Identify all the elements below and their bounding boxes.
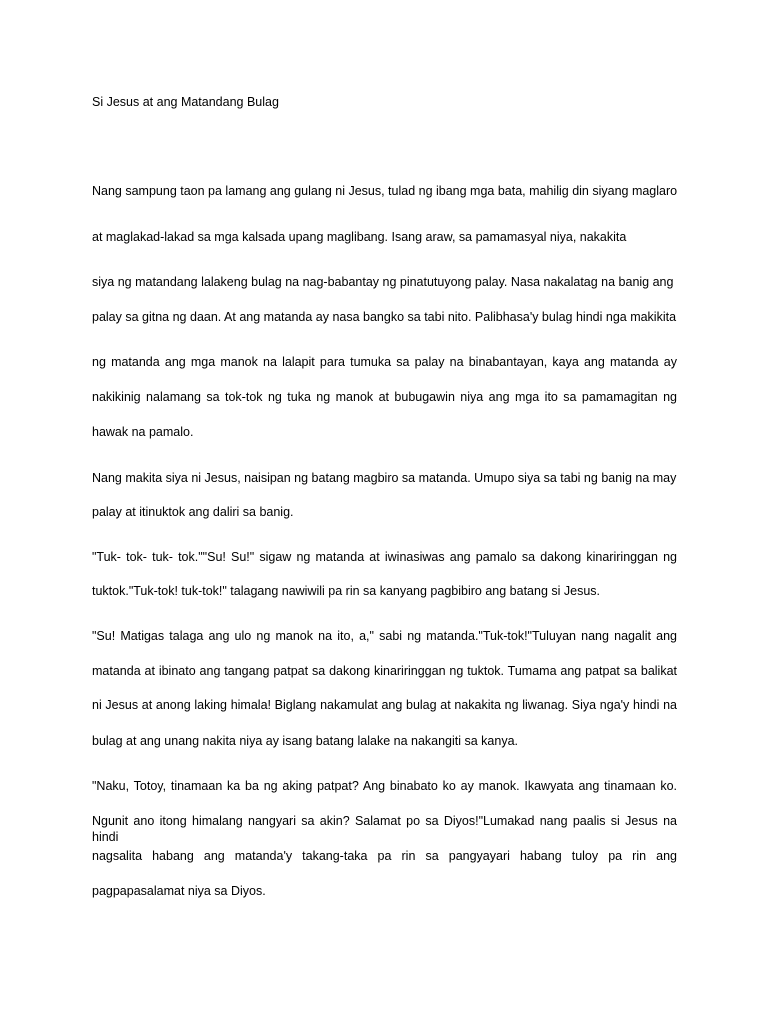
text-line: ng matanda ang mga manok na lalapit para tumuka sa palay na binabantayan, kaya ang matanda ay [92,355,677,369]
text-line: palay sa gitna ng daan. At ang matanda ay nasa bangko sa tabi nito. Palibhasa'y bulag hindi nga makikita [92,310,677,324]
text-line: Nang sampung taon pa lamang ang gulang ni Jesus, tulad ng ibang mga bata, mahilig din siyang maglaro [92,184,678,198]
text-line: "Tuk- tok- tuk- tok.""Su! Su!" sigaw ng matanda at iwinasiwas ang pamalo sa dakong kinariringgan ng [92,550,677,564]
text-line: Nang makita siya ni Jesus, naisipan ng batang magbiro sa matanda. Umupo siya sa tabi ng banig na may [92,471,677,485]
document-title: Si Jesus at ang Matandang Bulag [92,95,279,109]
text-line: ni Jesus at anong laking himala! Biglang nakamulat ang bulag at nakakita ng liwanag. Siya nga'y hindi na [92,698,677,712]
text-line: matanda at ibinato ang tangang patpat sa dakong kinariringgan ng tuktok. Tumama ang patpat sa balikat [92,664,677,678]
text-line: hawak na pamalo. [92,425,194,439]
text-line: "Naku, Totoy, tinamaan ka ba ng aking patpat? Ang binabato ko ay manok. Ikawyata ang tinamaan ko. [92,779,677,793]
text-line: bulag at ang unang nakita niya ay isang batang lalake na nakangiti sa kanya. [92,734,519,748]
text-line: "Su! Matigas talaga ang ulo ng manok na ito, a," sabi ng matanda."Tuk-tok!"Tuluyan nang nagalit ang [92,629,677,643]
text-line: nagsalita habang ang matanda'y takang-taka pa rin sa pangyayari habang tuloy pa rin ang [92,849,677,863]
text-line: pagpapasalamat niya sa Diyos. [92,884,266,898]
text-line: siya ng matandang lalakeng bulag na nag-babantay ng pinatutuyong palay. Nasa nakalatag na banig ang [92,275,674,289]
text-line: nakikinig nalamang sa tok-tok ng tuka ng manok at bubugawin niya ang mga ito sa pamamagitan ng [92,390,677,404]
text-line: Ngunit ano itong himalang nangyari sa akin? Salamat po sa Diyos!"Lumakad nang paalis si Jesus na hindi [92,814,677,844]
text-line: palay at itinuktok ang daliri sa banig. [92,505,294,519]
text-line: at maglakad-lakad sa mga kalsada upang maglibang. Isang araw, sa pamamasyal niya, nakakita [92,230,627,244]
text-line: tuktok."Tuk-tok! tuk-tok!" talagang nawiwili pa rin sa kanyang pagbibiro ang batang si Jesus. [92,584,600,598]
